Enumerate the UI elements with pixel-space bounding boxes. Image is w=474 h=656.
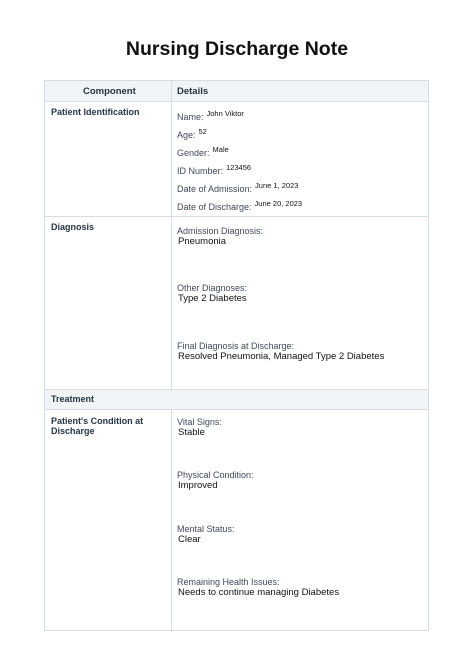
field-name: Name: $^{John Viktor}$ <box>177 109 244 122</box>
field-date-of-discharge: Date of Discharge: $^{June 20, 2023}$ <box>177 199 303 212</box>
other-diagnoses-value: Type 2 Diabetes <box>178 293 247 304</box>
component-treatment: Treatment <box>51 394 95 404</box>
component-patient-identification: Patient Identification <box>51 107 140 117</box>
discharge-table <box>44 80 429 631</box>
mental-status-value: Clear <box>178 534 201 545</box>
admission-diagnosis-label: Admission Diagnosis: <box>177 226 264 236</box>
vital-signs-value: Stable <box>178 427 205 438</box>
admission-diagnosis-value: Pneumonia <box>178 236 227 247</box>
field-gender: Gender: $^{Male}$ <box>177 145 229 158</box>
physical-condition-value: Improved <box>178 480 218 491</box>
column-header-details: Details <box>177 86 209 97</box>
mental-status-label: Mental Status: <box>177 524 235 534</box>
other-diagnoses-label: Other Diagnoses: <box>177 283 248 293</box>
physical-condition-label: Physical Condition: <box>177 470 254 480</box>
component-diagnosis: Diagnosis <box>51 222 95 232</box>
field-date-of-admission: Date of Admission: $^{June 1, 2023}$ <box>177 181 299 194</box>
component-condition-at-discharge: Patient's Condition at Discharge <box>51 416 144 436</box>
field-age: Age: $^{52}$ <box>177 127 207 140</box>
remaining-health-issues-label: Remaining Health Issues: <box>177 577 280 587</box>
final-diagnosis-label: Final Diagnosis at Discharge: <box>177 341 295 351</box>
remaining-health-issues-value: Needs to continue managing Diabetes <box>178 587 340 598</box>
column-header-component: Component <box>83 86 136 97</box>
page-title: Nursing Discharge Note <box>125 38 349 60</box>
vital-signs-label: Vital Signs: <box>177 417 222 427</box>
field-id-number: ID Number: $^{123456}$ <box>177 163 252 176</box>
final-diagnosis-value: Resolved Pneumonia, Managed Type 2 Diabetes <box>178 351 385 362</box>
